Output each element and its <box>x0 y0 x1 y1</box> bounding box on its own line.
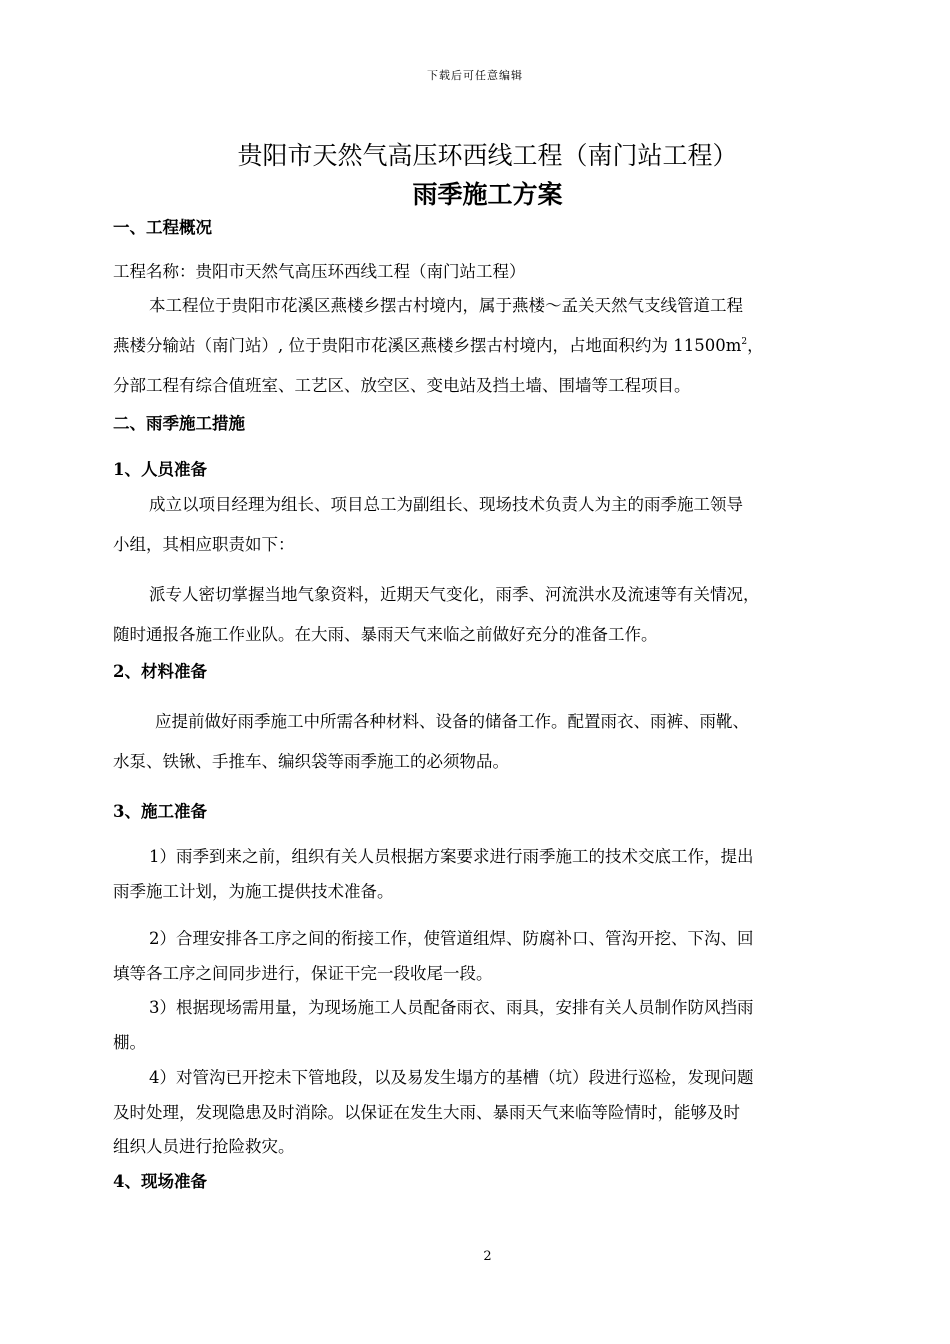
construction-item-line: 雨季施工计划，为施工提供技术准备。 <box>113 882 394 901</box>
header-note: 下载后可任意编辑 <box>427 69 523 82</box>
section-heading-overview: 一、工程概况 <box>113 218 212 237</box>
document-title: 贵阳市天然气高压环西线工程（南门站工程） <box>237 141 738 170</box>
subsection-heading-materials: 2、材料准备 <box>113 662 207 681</box>
overview-paragraph-line: 燕楼分输站（南门站）, 位于贵阳市花溪区燕楼乡摆古村境内，占地面积约为 $11500m^2$， <box>113 336 764 355</box>
construction-item-line: 3）根据现场需用量，为现场施工人员配备雨衣、雨具，安排有关人员制作防风挡雨 <box>149 998 754 1017</box>
construction-item-line: 2）合理安排各工序之间的衔接工作，使管道组焊、防腐补口、管沟开挖、下沟、回 <box>149 929 754 948</box>
personnel-paragraph-line: 派专人密切掌握当地气象资料，近期天气变化，雨季、河流洪水及流速等有关情况， <box>149 585 760 604</box>
construction-item-line: 1）雨季到来之前，组织有关人员根据方案要求进行雨季施工的技术交底工作，提出 <box>149 847 754 866</box>
construction-item-line: 及时处理，发现隐患及时消除。以保证在发生大雨、暴雨天气来临等险情时，能够及时 <box>113 1103 740 1122</box>
section-heading-rain-measures: 二、雨季施工措施 <box>113 414 245 433</box>
overview-paragraph-line: 分部工程有综合值班室、工艺区、放空区、变电站及挡土墙、围墙等工程项目。 <box>113 376 691 395</box>
materials-paragraph-line: 应提前做好雨季施工中所需各种材料、设备的储备工作。配置雨衣、雨裤、雨靴、 <box>155 712 749 731</box>
document-subtitle: 雨季施工方案 <box>412 180 563 209</box>
overview-paragraph-line: 本工程位于贵阳市花溪区燕楼乡摆古村境内，属于燕楼～孟关天然气支线管道工程 <box>149 296 743 315</box>
personnel-paragraph-line: 成立以项目经理为组长、项目总工为副组长、现场技术负责人为主的雨季施工领导 <box>149 495 743 514</box>
subsection-heading-site: 4、现场准备 <box>113 1172 207 1191</box>
subsection-heading-construction: 3、施工准备 <box>113 802 207 821</box>
construction-item-line: 4）对管沟已开挖未下管地段，以及易发生塌方的基槽（坑）段进行巡检，发现问题 <box>149 1068 754 1087</box>
construction-item-line: 组织人员进行抢险救灾。 <box>113 1137 295 1156</box>
personnel-paragraph-line: 小组，其相应职责如下： <box>113 535 295 554</box>
page-number: 2 <box>483 1249 492 1264</box>
personnel-paragraph-line: 随时通报各施工作业队。在大雨、暴雨天气来临之前做好充分的准备工作。 <box>113 625 658 644</box>
construction-item-line: 棚。 <box>113 1033 146 1052</box>
project-name-line: 工程名称：贵阳市天然气高压环西线工程（南门站工程） <box>113 262 526 281</box>
subsection-heading-personnel: 1、人员准备 <box>113 460 207 479</box>
construction-item-line: 填等各工序之间同步进行，保证干完一段收尾一段。 <box>113 964 493 983</box>
materials-paragraph-line: 水泵、铁锹、手推车、编织袋等雨季施工的必须物品。 <box>113 752 509 771</box>
